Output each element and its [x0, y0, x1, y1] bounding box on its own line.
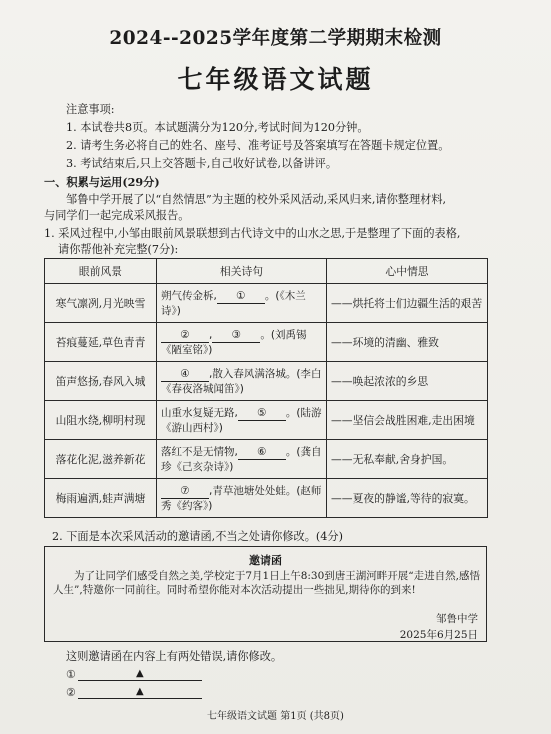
invitation-box: [44, 546, 487, 642]
invitation-title: 邀请函: [249, 554, 282, 567]
scene-cell: 苔痕蔓延,草色青青: [45, 323, 157, 362]
note-item-2: 2. 请考生务必将自己的姓名、座号、准考证号及答案填写在答题卡规定位置。: [66, 139, 450, 152]
table-row: [45, 284, 488, 323]
exam-subtitle: 七年级语文试题: [177, 65, 374, 94]
poem-cell: [157, 362, 327, 401]
invitation-date: 2025年6月25日: [399, 629, 478, 641]
table-header-row: [45, 259, 488, 284]
poem-source: 。(龚自珍《己亥杂诗》): [161, 445, 322, 473]
table-header-scene: 眼前风景: [45, 259, 157, 284]
feeling-cell: ——无私奉献,舍身护国。: [327, 440, 488, 479]
poem-text: 落红不是无情物,: [161, 445, 238, 458]
page-footer: 七年级语文试题 第1页 (共8页): [207, 711, 344, 722]
feeling-cell: ——坚信会战胜困难,走出困境: [327, 401, 488, 440]
table-header-poem: 相关诗句: [157, 259, 327, 284]
triangle-marker-icon: ▲: [136, 686, 144, 697]
question-1-line-2: 请你帮他补充完整(7分):: [58, 243, 179, 256]
invitation-organizer: 邹鲁中学: [436, 613, 478, 625]
poem-text: 山重水复疑无路,: [161, 406, 238, 419]
feeling-cell: ——唤起浓浓的乡思: [327, 362, 488, 401]
answer-blank[interactable]: ①: [217, 289, 265, 304]
poem-source: 。(《木兰诗》): [161, 289, 306, 317]
invitation-body: 为了让同学们感受自然之美,学校定于7月1日上午8:30到唐王湖河畔开展“走进自然,感悟人生”,特邀你一同前往。同时希望你能对本次活动提出一些拙见,期待你的到来!: [53, 570, 480, 596]
poem-cell: [157, 401, 327, 440]
scene-cell: 山阻水绕,柳明村现: [45, 401, 157, 440]
section-intro-1: 邹鲁中学开展了以“自然情思”为主题的校外采风活动,采风归来,请你整理材料,: [66, 193, 447, 206]
poem-source: ,散入春风满洛城。(李白《春夜洛城闻笛》): [161, 367, 322, 395]
answer-blank[interactable]: ④: [161, 367, 209, 382]
fix-item-2-label: ②: [66, 686, 77, 699]
poem-text: 朔气传金柝,: [161, 289, 217, 302]
table-row: [45, 362, 488, 401]
poem-source: ,青草池塘处处蛙。(赵师秀《约客》): [161, 484, 322, 512]
scene-cell: 笛声悠扬,春风入城: [45, 362, 157, 401]
feeling-cell: ——烘托将士们边疆生活的艰苦: [327, 284, 488, 323]
note-item-3: 3. 考试结束后,只上交答题卡,自己收好试卷,以备讲评。: [66, 157, 338, 170]
poem-source: 。(陆游《游山西村》): [161, 406, 322, 434]
fix-prompt: 这则邀请函在内容上有两处错误,请你修改。: [66, 650, 283, 663]
poem-source: (刘禹锡《陋室铭》): [161, 328, 307, 356]
table-row: [45, 440, 488, 479]
scene-cell: 落花化泥,滋养新花: [45, 440, 157, 479]
answer-blank[interactable]: ②: [161, 328, 209, 343]
scene-cell: 梅雨遍洒,蛙声满塘: [45, 479, 157, 518]
feeling-cell: ——环境的清幽、雅致: [327, 323, 488, 362]
note-item-1: 1. 本试卷共8页。本试题满分为120分,考试时间为120分钟。: [66, 121, 369, 134]
question-2: 2. 下面是本次采风活动的邀请函,不当之处请你修改。(4分): [52, 530, 343, 543]
table-row: [45, 323, 488, 362]
scene-cell: 寒气凛冽,月光映雪: [45, 284, 157, 323]
triangle-marker-icon: ▲: [136, 668, 144, 679]
notes-heading: 注意事项:: [66, 103, 115, 116]
poem-table: [44, 258, 488, 518]
poem-cell: [157, 440, 327, 479]
table-row: [45, 401, 488, 440]
fix-answer-line-1[interactable]: [78, 680, 202, 681]
table-row: [45, 479, 488, 518]
poem-cell: [157, 479, 327, 518]
fix-answer-line-2[interactable]: [78, 698, 202, 699]
answer-blank[interactable]: ⑤: [238, 406, 286, 421]
answer-blank[interactable]: ⑥: [238, 445, 286, 460]
fix-item-1-label: ①: [66, 668, 77, 681]
answer-blank[interactable]: ⑦: [161, 484, 209, 499]
section-intro-2: 与同学们一起完成采风报告。: [44, 209, 190, 222]
section-heading: 一、积累与运用(29分): [44, 175, 160, 189]
answer-blank[interactable]: ③: [212, 328, 260, 343]
exam-title: 2024--2025学年度第二学期期末检测: [109, 28, 442, 49]
poem-cell: ② , ③ 。(刘禹锡《陋室铭》): [157, 323, 327, 362]
feeling-cell: ——夏夜的静谧,等待的寂寞。: [327, 479, 488, 518]
poem-cell: [157, 284, 327, 323]
table-header-feeling: 心中情思: [327, 259, 488, 284]
question-1-line-1: 1. 采风过程中,小邹由眼前风景联想到古代诗文中的山水之思,于是整理了下面的表格,: [44, 227, 461, 240]
